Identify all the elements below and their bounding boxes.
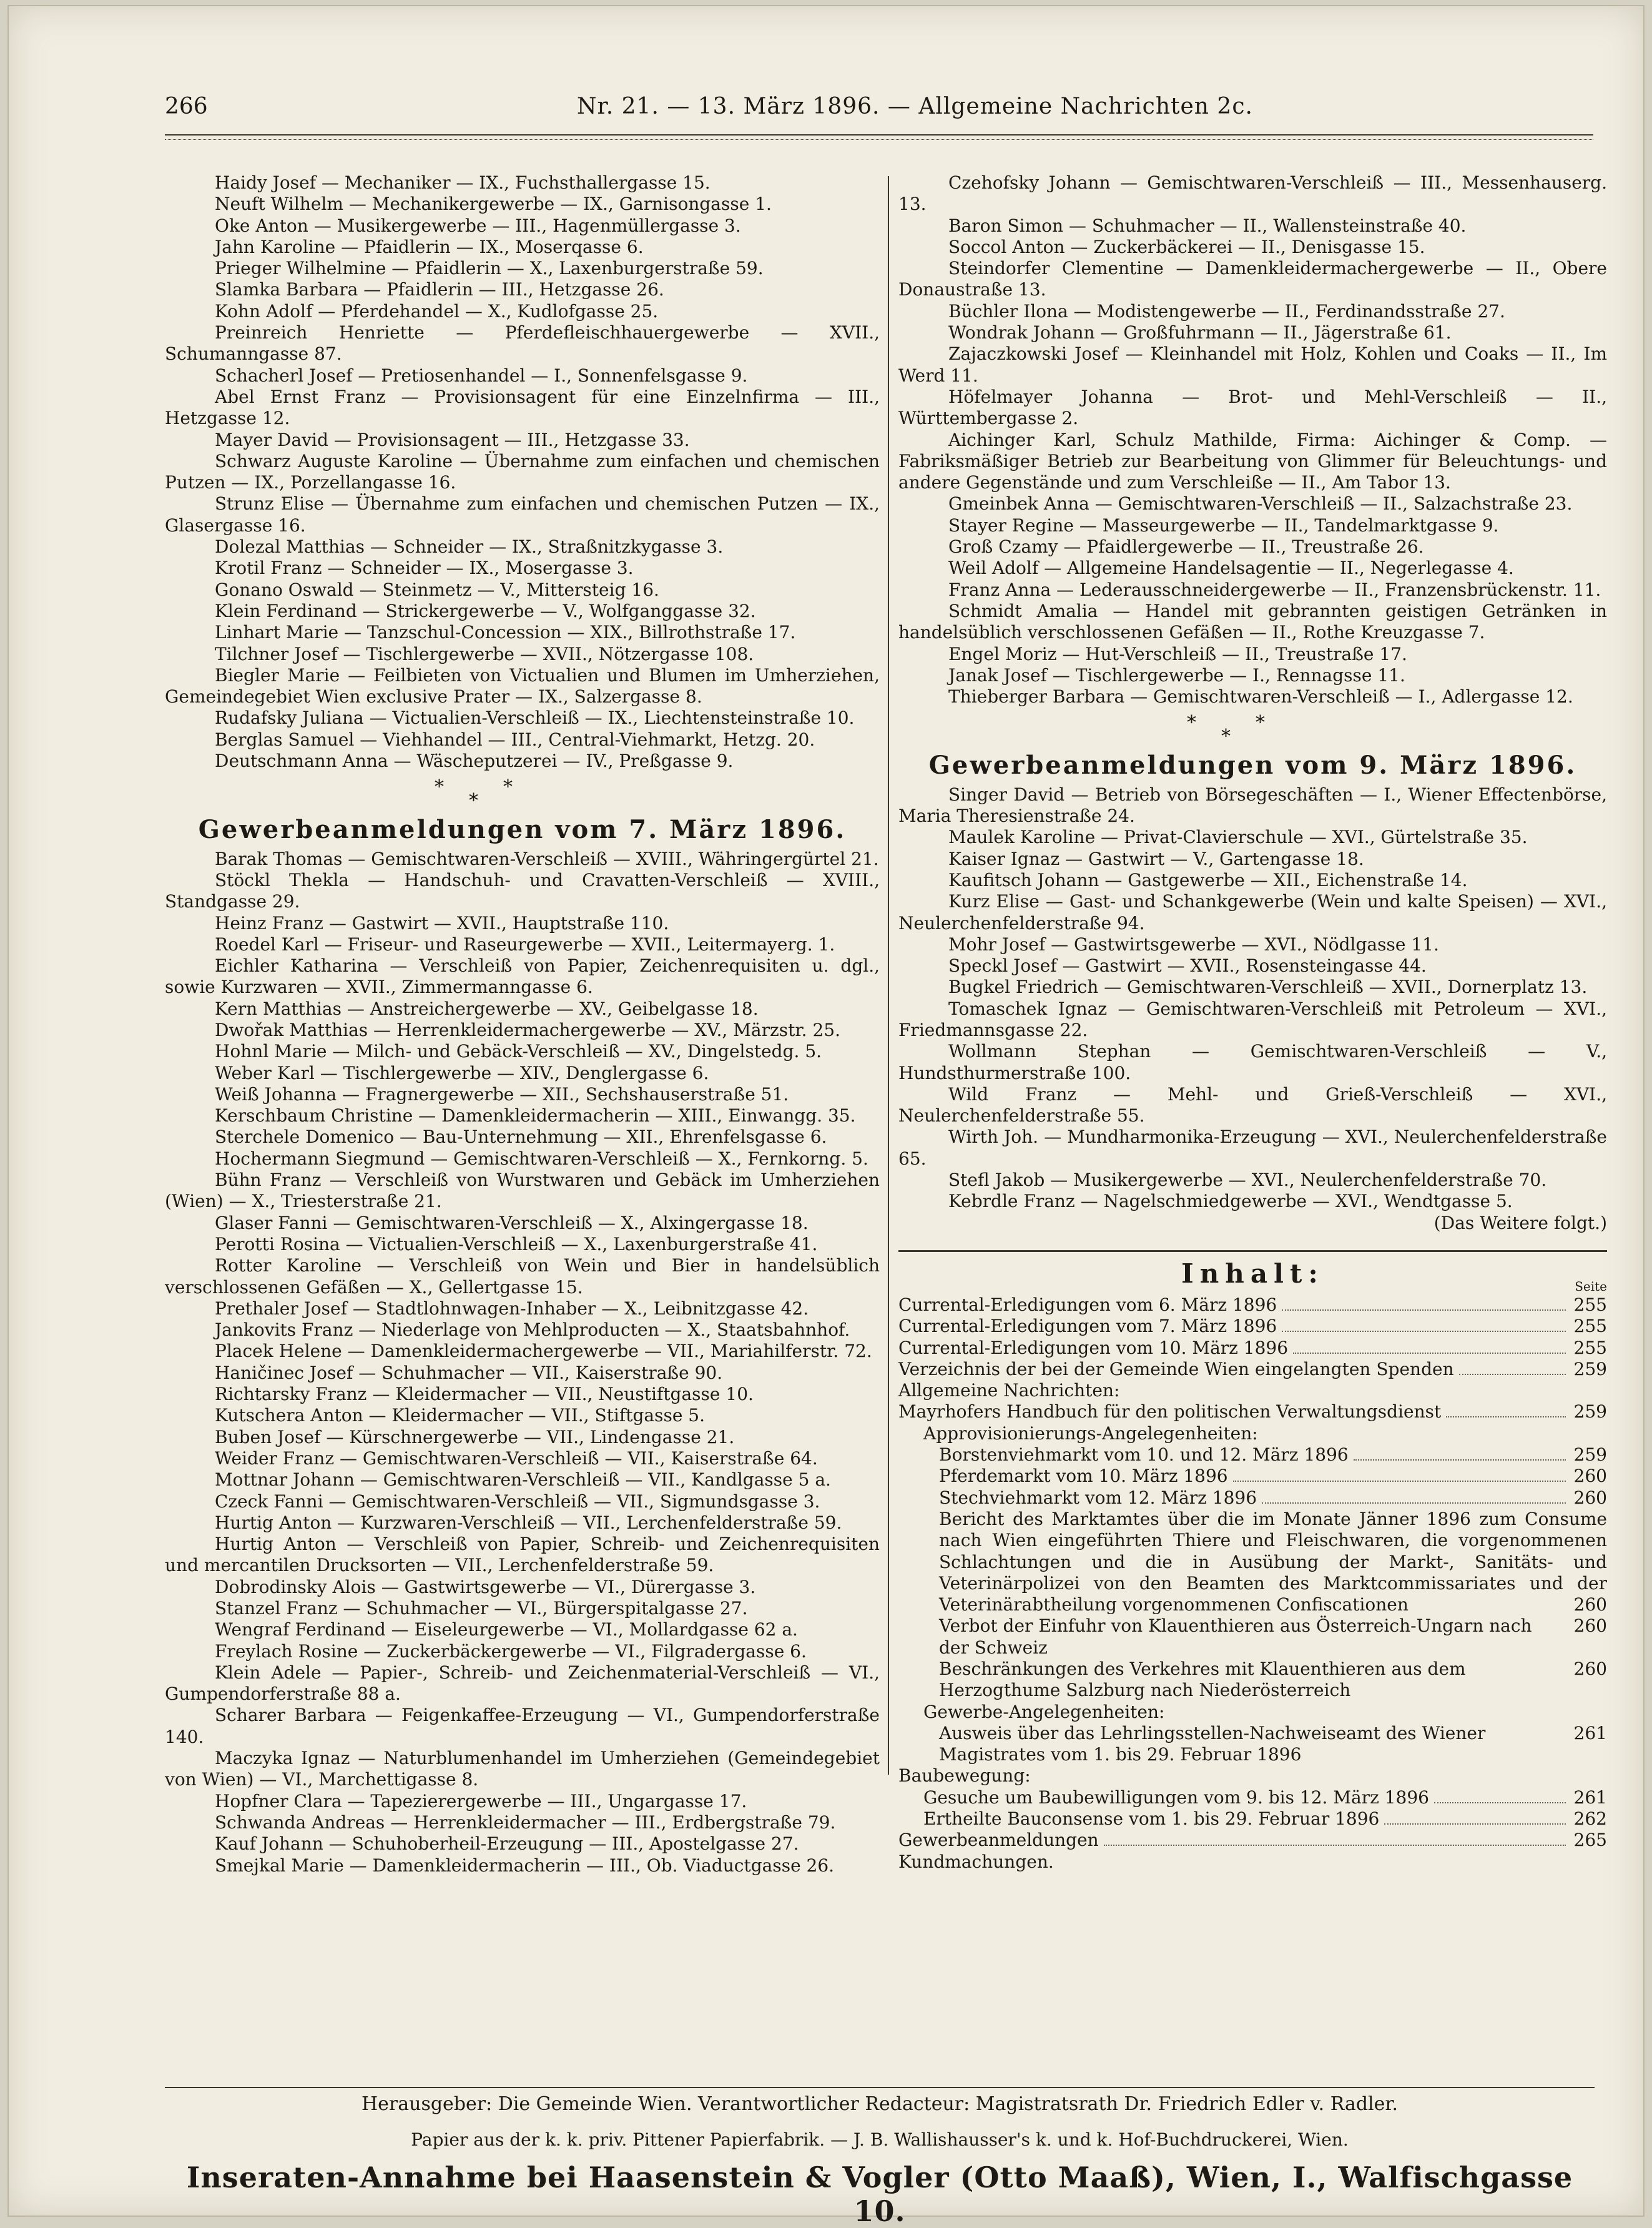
- toc-row: [898, 1466, 1607, 1487]
- left-column: [165, 172, 880, 1876]
- register-entry: Schacherl Josef — Pretiosenhandel — I., Sonnenfelsgasse 9.: [215, 365, 748, 386]
- toc-paragraph-page: 260: [1573, 1594, 1607, 1615]
- toc-title: Inhalt:: [1181, 1258, 1324, 1289]
- continuation-note: (Das Weitere folgt.): [1433, 1212, 1607, 1233]
- toc-leader-dots: [1262, 1491, 1566, 1504]
- register-entry: Roedel Karl — Friseur- und Raseurgewerbe — XVII., Leitermayerg. 1.: [215, 934, 835, 955]
- toc-row-title: Verzeichnis der bei der Gemeinde Wien eingelangten Spenden: [898, 1358, 1454, 1379]
- register-entry: Kurz Elise — Gast- und Schankgewerbe (Wein und kalte Speisen) — XVI., Neulerchenfelderstraße 94.: [898, 891, 1607, 934]
- right-column: [898, 172, 1607, 1873]
- toc-row-title: Allgemeine Nachrichten:: [898, 1380, 1120, 1401]
- page-number: 266: [165, 94, 208, 119]
- register-entry: Neuft Wilhelm — Mechanikergewerbe — IX., Garnisongasse 1.: [215, 194, 772, 215]
- register-entry: Schwarz Auguste Karoline — Übernahme zum einfachen und chemischen Putzen — IX., Porzellangasse 16.: [165, 450, 880, 493]
- toc-row-page: 259: [1573, 1358, 1607, 1379]
- toc-row-title: Mayrhofers Handbuch für den politischen Verwaltungsdienst: [898, 1401, 1442, 1422]
- newspaper-page: [7, 5, 1645, 2228]
- register-entry: Hurtig Anton — Kurzwaren-Verschleiß — VII., Lerchenfelderstraße 59.: [215, 1512, 842, 1533]
- register-entry: Scharer Barbara — Feigenkaffee-Erzeugung — VI., Gumpendorferstraße 140.: [165, 1705, 880, 1747]
- register-entry: Klein Ferdinand — Strickergewerbe — V., Wolfganggasse 32.: [215, 600, 756, 621]
- toc-row-title: Gewerbeanmeldungen: [898, 1830, 1099, 1851]
- register-entry: Heinz Franz — Gastwirt — XVII., Hauptstraße 110.: [215, 912, 669, 934]
- toc-row: [898, 1830, 1607, 1851]
- register-entry: Berglas Samuel — Viehhandel — III., Central-Viehmarkt, Hetzg. 20.: [215, 729, 815, 750]
- toc-leader-dots: [1384, 1812, 1566, 1825]
- register-entry: Linhart Marie — Tanzschul-Concession — XIX., Billrothstraße 17.: [215, 622, 796, 643]
- toc-seite-label: Seite: [1575, 1278, 1607, 1294]
- register-entry: Kerschbaum Christine — Damenkleidermacherin — XIII., Einwangg. 35.: [215, 1105, 856, 1126]
- register-entry: Strunz Elise — Übernahme zum einfachen und chemischen Putzen — IX., Glasergasse 16.: [165, 493, 880, 536]
- register-entry: Baron Simon — Schuhmacher — II., Wallensteinstraße 40.: [948, 215, 1467, 236]
- asterism: * * *: [435, 776, 513, 812]
- register-entry: Janak Josef — Tischlergewerbe — I., Rennagsse 11.: [948, 664, 1405, 686]
- register-entry: Dwořak Matthias — Herrenkleidermachergewerbe — XV., Märzstr. 25.: [215, 1019, 840, 1040]
- register-entry: Smejkal Marie — Damenkleidermacherin — III., Ob. Viaductgasse 26.: [215, 1855, 835, 1876]
- toc-row-page: 260: [1573, 1615, 1607, 1637]
- toc-leader-dots: [1434, 1791, 1566, 1803]
- register-entry: Mayer David — Provisionsagent — III., Hetzgasse 33.: [215, 429, 690, 450]
- asterism: * * *: [1187, 712, 1265, 748]
- toc-row: [898, 1359, 1607, 1380]
- register-entry: Glaser Fanni — Gemischtwaren-Verschleiß — X., Alxingergasse 18.: [215, 1212, 809, 1233]
- register-entry: Soccol Anton — Zuckerbäckerei — II., Denisgasse 15.: [948, 236, 1425, 257]
- register-entry: Barak Thomas — Gemischtwaren-Verschleiß — XVIII., Währingergürtel 21.: [215, 848, 879, 869]
- register-entry: Aichinger Karl, Schulz Mathilde, Firma: Aichinger & Comp. — Fabriksmäßiger Betrieb zur Bearbeitung von Glimmer für Beleuchtungs- und andere Gegenstände und zum Verschleiße — II., Am Tabor 13.: [898, 429, 1607, 493]
- march-7-entry-list: [165, 849, 880, 1876]
- register-entry: Hopfner Clara — Tapezierergewerbe — III., Ungargasse 17.: [215, 1790, 747, 1811]
- header-rule: [165, 134, 1593, 140]
- toc-row: [898, 1702, 1607, 1723]
- toc-row: [898, 1444, 1607, 1466]
- page-header: [165, 94, 1593, 131]
- toc-row: [898, 1659, 1607, 1702]
- toc-row: [898, 1338, 1607, 1359]
- register-entry: Preinreich Henriette — Pferdefleischhauergewerbe — XVII., Schumanngasse 87.: [165, 322, 880, 365]
- register-entry: Tomaschek Ignaz — Gemischtwaren-Verschleiß mit Petroleum — XVI., Friedmannsgasse 22.: [898, 998, 1607, 1040]
- register-entry: Engel Moriz — Hut-Verschleiß — II., Treustraße 17.: [948, 643, 1407, 664]
- toc-row-title: Stechviehmarkt vom 12. März 1896: [939, 1487, 1257, 1508]
- register-entry: Buben Josef — Kürschnergewerbe — VII., Lindengasse 21.: [215, 1426, 735, 1447]
- register-entry: Deutschmann Anna — Wäscheputzerei — IV., Preßgasse 9.: [215, 751, 734, 772]
- footer-rule: [165, 2087, 1595, 2088]
- toc-leader-dots: [1233, 1469, 1566, 1482]
- register-entry: Stanzel Franz — Schuhmacher — VI., Bürgerspitalgasse 27.: [215, 1598, 748, 1619]
- register-entry: Weber Karl — Tischlergewerbe — XIV., Denglergasse 6.: [215, 1062, 709, 1083]
- register-entry: Kern Matthias — Anstreichergewerbe — XV., Geibelgasse 18.: [215, 998, 759, 1019]
- register-entry: Czeck Fanni — Gemischtwaren-Verschleiß — VII., Sigmundsgasse 3.: [215, 1491, 820, 1512]
- toc-row-title: Pferdemarkt vom 10. März 1896: [939, 1466, 1228, 1487]
- toc-row: [898, 1487, 1607, 1509]
- register-entry: Wild Franz — Mehl- und Grieß-Verschleiß — XVI., Neulerchenfelderstraße 55.: [898, 1083, 1607, 1126]
- toc-list: [898, 1294, 1607, 1509]
- toc-row: [898, 1380, 1607, 1401]
- toc-list-continued: [898, 1615, 1607, 1873]
- register-entry: Höfelmayer Johanna — Brot- und Mehl-Verschleiß — II., Württembergasse 2.: [898, 386, 1607, 429]
- toc-row: [898, 1723, 1607, 1766]
- register-entry: Oke Anton — Musikergewerbe — III., Hagenmüllergasse 3.: [215, 215, 741, 236]
- register-entry: Biegler Marie — Feilbieten von Victualien und Blumen im Umherziehen, Gemeindegebiet Wien exclusive Prater — IX., Salzergasse 8.: [165, 664, 880, 707]
- register-entry: Kebrdle Franz — Nagelschmiedgewerbe — XVI., Wendtgasse 5.: [948, 1191, 1513, 1212]
- register-entry: Haidy Josef — Mechaniker — IX., Fuchsthallergasse 15.: [215, 172, 710, 193]
- toc-row: [898, 1765, 1607, 1787]
- toc-row-page: 260: [1573, 1659, 1607, 1679]
- toc-row: [898, 1401, 1607, 1422]
- toc-row-page: 259: [1573, 1401, 1607, 1422]
- register-entry: Gmeinbek Anna — Gemischtwaren-Verschleiß — II., Salzachstraße 23.: [948, 493, 1573, 515]
- toc-row-page: 261: [1573, 1787, 1607, 1808]
- toc-row-title: Ertheilte Bauconsense vom 1. bis 29. Februar 1896: [923, 1808, 1380, 1830]
- register-entry: Stefl Jakob — Musikergewerbe — XVI., Neulerchenfelderstraße 70.: [948, 1170, 1547, 1191]
- register-entry: Mohr Josef — Gastwirtsgewerbe — XVI., Nödlgasse 11.: [948, 934, 1439, 955]
- toc-row: [898, 1294, 1607, 1316]
- register-entry: Hohnl Marie — Milch- und Gebäck-Verschleiß — XV., Dingelstedg. 5.: [215, 1041, 822, 1062]
- register-entry: Steindorfer Clementine — Damenkleidermachergewerbe — II., Obere Donaustraße 13.: [898, 258, 1607, 300]
- register-entry: Wirth Joh. — Mundharmonika-Erzeugung — XVI., Neulerchenfelderstraße 65.: [898, 1126, 1607, 1169]
- register-entry: Hochermann Siegmund — Gemischtwaren-Verschleiß — X., Fernkorng. 5.: [215, 1148, 868, 1169]
- toc-row: [898, 1851, 1607, 1873]
- toc-row-title: Gewerbe-Angelegenheiten:: [923, 1701, 1165, 1722]
- register-entry: Rotter Karoline — Verschleiß von Wein und Bier in handelsüblich verschlossenen Gefäßen — X., Gellertgasse 15.: [165, 1255, 880, 1298]
- register-entry: Wondrak Johann — Großfuhrmann — II., Jägerstraße 61.: [948, 322, 1452, 343]
- register-entry: Prieger Wilhelmine — Pfaidlerin — X., Laxenburgerstraße 59.: [215, 258, 764, 279]
- register-entry: Kohn Adolf — Pferdehandel — X., Kudlofgasse 25.: [215, 300, 659, 322]
- register-entry: Weil Adolf — Allgemeine Handelsagentie — II., Negerlegasse 4.: [948, 558, 1514, 579]
- register-entry: Groß Czamy — Pfaidlergewerbe — II., Treustraße 26.: [948, 536, 1424, 558]
- toc-row-page: 259: [1573, 1444, 1607, 1466]
- toc-paragraph-text: Bericht des Marktamtes über die im Monate Jänner 1896 zum Consume nach Wien eingeführten Thiere und Fleischwaren, die vorgenommenen Schlachtungen und die in Ausübung der Markt-, Sanitäts- und Veterinärpolizei von den Beamten des Marktcommissariates und der Veterinärabtheilung vorgenommenen Confiscationen: [939, 1508, 1607, 1615]
- toc-leader-dots: [1104, 1833, 1566, 1846]
- register-entry: Abel Ernst Franz — Provisionsagent für eine Einzelnfirma — III., Hetzgasse 12.: [165, 386, 880, 429]
- toc-leader-dots: [1282, 1319, 1566, 1332]
- register-entry: Singer David — Betrieb von Börsegeschäften — I., Wiener Effectenbörse, Maria Theresienstraße 24.: [898, 784, 1607, 827]
- register-entry: Wollmann Stephan — Gemischtwaren-Verschleiß — V., Hundsthurmerstraße 100.: [898, 1041, 1607, 1083]
- toc-row-title: Kundmachungen.: [898, 1851, 1054, 1872]
- march-9-entry-list: [898, 784, 1607, 1213]
- register-entry: Jankovits Franz — Niederlage von Mehlproducten — X., Staatsbahnhof.: [215, 1319, 850, 1341]
- register-entry: Kaiser Ignaz — Gastwirt — V., Gartengasse 18.: [948, 848, 1364, 869]
- toc-leader-dots: [1354, 1448, 1566, 1461]
- toc-leader-dots: [1459, 1363, 1566, 1375]
- register-entry: Klein Adele — Papier-, Schreib- und Zeichenmaterial-Verschleiß — VI., Gumpendorferstraße 88 a.: [165, 1662, 880, 1705]
- toc-row-title: Borstenviehmarkt vom 10. und 12. März 1896: [939, 1444, 1349, 1466]
- toc-row: [898, 1787, 1607, 1808]
- register-entry: Tilchner Josef — Tischlergewerbe — XVII., Nötzergasse 108.: [215, 643, 754, 664]
- toc-row: [898, 1423, 1607, 1444]
- toc-row-title: Currental-Erledigungen vom 7. März 1896: [898, 1316, 1277, 1337]
- register-entry: Kaufitsch Johann — Gastgewerbe — XII., Eichenstraße 14.: [948, 869, 1468, 890]
- toc-row-title: Beschränkungen des Verkehres mit Klauenthieren aus dem Herzogthume Salzburg nach Niederösterreich: [939, 1659, 1466, 1701]
- register-entry: Büchler Ilona — Modistengewerbe — II., Ferdinandsstraße 27.: [948, 300, 1505, 322]
- footer-advert: Inseraten-Annahme bei Haasenstein & Vogler (Otto Maaß), Wien, I., Walfischgasse 10.: [186, 2161, 1573, 2228]
- register-entry: Maczyka Ignaz — Naturblumenhandel im Umherziehen (Gemeindegebiet von Wien) — VI., Marchettigasse 8.: [165, 1748, 880, 1790]
- register-entry: Krotil Franz — Schneider — IX., Mosergasse 3.: [215, 558, 634, 579]
- register-entry: Bühn Franz — Verschleiß von Wurstwaren und Gebäck im Umherziehen (Wien) — X., Triesterstraße 21.: [165, 1170, 880, 1212]
- toc-heading: [898, 1258, 1607, 1294]
- right-entry-list: [898, 172, 1607, 707]
- toc-row: [898, 1316, 1607, 1337]
- register-entry: Czehofsky Johann — Gemischtwaren-Verschleiß — III., Messenhauserg. 13.: [898, 172, 1607, 215]
- toc-row-title: Approvisionierungs-Angelegenheiten:: [923, 1422, 1258, 1444]
- register-entry: Weiß Johanna — Fragnergewerbe — XII., Sechshauserstraße 51.: [215, 1083, 789, 1105]
- toc-row-title: Ausweis über das Lehrlingsstellen-Nachweiseamt des Wiener Magistrates vom 1. bis 29. Februar 1896: [939, 1722, 1486, 1765]
- register-entry: Freylach Rosine — Zuckerbäckergewerbe — VI., Filgradergasse 6.: [215, 1640, 807, 1662]
- register-entry: Zajaczkowski Josef — Kleinhandel mit Holz, Kohlen und Coaks — II., Im Werd 11.: [898, 343, 1607, 386]
- register-entry: Dobrodinsky Alois — Gastwirtsgewerbe — VI., Dürergasse 3.: [215, 1576, 756, 1597]
- toc-row-page: 265: [1573, 1830, 1607, 1851]
- page-title: Nr. 21. — 13. März 1896. — Allgemeine Nachrichten 2c.: [577, 94, 1253, 119]
- toc-row-title: Verbot der Einfuhr von Klauenthieren aus Österreich-Ungarn nach der Schweiz: [939, 1615, 1532, 1658]
- toc-leader-dots: [1293, 1341, 1566, 1354]
- register-entry: Weider Franz — Gemischtwaren-Verschleiß — VII., Kaiserstraße 64.: [215, 1447, 818, 1469]
- toc-row: [898, 1615, 1607, 1659]
- toc-row-title: Baubewegung:: [898, 1765, 1031, 1787]
- footer-printer: Papier aus der k. k. priv. Pittener Papierfabrik. — J. B. Wallishausser's k. und k. Hof-Buchdruckerei, Wien.: [411, 2129, 1349, 2150]
- register-entry: Bugkel Friedrich — Gemischtwaren-Verschleiß — XVII., Dornerplatz 13.: [948, 977, 1588, 998]
- register-entry: Maulek Karoline — Privat-Clavierschule — XVI., Gürtelstraße 35.: [948, 827, 1528, 848]
- register-entry: Stöckl Thekla — Handschuh- und Cravatten-Verschleiß — XVIII., Standgasse 29.: [165, 869, 880, 912]
- register-entry: Jahn Karoline — Pfaidlerin — IX., Moserqasse 6.: [215, 236, 644, 257]
- toc-row-title: Gesuche um Baubewilligungen vom 9. bis 12. März 1896: [923, 1787, 1429, 1808]
- toc-row-page: 260: [1573, 1466, 1607, 1487]
- register-entry: Mottnar Johann — Gemischtwaren-Verschleiß — VII., Kandlgasse 5 a.: [215, 1469, 831, 1491]
- section-title-march-7: Gewerbeanmeldungen vom 7. März 1896.: [198, 815, 847, 845]
- register-entry: Richtarsky Franz — Kleidermacher — VII., Neustiftgasse 10.: [215, 1384, 754, 1405]
- toc-leader-dots: [1446, 1405, 1566, 1417]
- toc-row-title: Currental-Erledigungen vom 10. März 1896: [898, 1337, 1289, 1358]
- column-divider: [888, 176, 889, 1775]
- toc-leader-dots: [1282, 1298, 1566, 1311]
- register-entry: Speckl Josef — Gastwirt — XVII., Rosensteingasse 44.: [948, 955, 1427, 977]
- register-entry: Kutschera Anton — Kleidermacher — VII., Stiftgasse 5.: [215, 1405, 705, 1426]
- register-entry: Eichler Katharina — Verschleiß von Papier, Zeichenrequisiten u. dgl., sowie Kurzwaren — XVII., Zimmermanngasse 6.: [165, 955, 880, 998]
- toc-row-title: Currental-Erledigungen vom 6. März 1896: [898, 1294, 1277, 1315]
- register-entry: Schwanda Andreas — Herrenkleidermacher — III., Erdbergstraße 79.: [215, 1811, 836, 1833]
- register-entry: Placek Helene — Damenkleidermachergewerbe — VII., Mariahilferstr. 72.: [215, 1341, 872, 1362]
- register-entry: Haničinec Josef — Schuhmacher — VII., Kaiserstraße 90.: [215, 1362, 723, 1383]
- register-entry: Thieberger Barbara — Gemischtwaren-Verschleiß — I., Adlergasse 12.: [948, 686, 1573, 707]
- register-entry: Slamka Barbara — Pfaidlerin — III., Hetzgasse 26.: [215, 279, 664, 300]
- register-entry: Dolezal Matthias — Schneider — IX., Straßnitzkygasse 3.: [215, 536, 724, 558]
- register-entry: Franz Anna — Lederausschneidergewerbe — II., Franzensbrückenstr. 11.: [948, 579, 1601, 600]
- toc-row-page: 255: [1573, 1316, 1607, 1337]
- register-entry: Perotti Rosina — Victualien-Verschleiß — X., Laxenburgerstraße 41.: [215, 1233, 818, 1254]
- toc-row-page: 260: [1573, 1487, 1607, 1508]
- register-entry: Gonano Oswald — Steinmetz — V., Mittersteig 16.: [215, 579, 659, 600]
- toc-paragraph: [898, 1509, 1607, 1615]
- section-title-march-9: Gewerbeanmeldungen vom 9. März 1896.: [928, 751, 1577, 781]
- register-entry: Sterchele Domenico — Bau-Unternehmung — XII., Ehrenfelsgasse 6.: [215, 1126, 827, 1148]
- register-entry: Prethaler Josef — Stadtlohnwagen-Inhaber — X., Leibnitzgasse 42.: [215, 1298, 809, 1319]
- register-entry: Schmidt Amalia — Handel mit gebrannten geistigen Getränken in handelsüblich verschlossenen Gefäßen — II., Rothe Kreuzgasse 7.: [898, 600, 1607, 643]
- register-entry: Kauf Johann — Schuhoberheil-Erzeugung — III., Apostelgasse 27.: [215, 1833, 799, 1855]
- toc-row: [898, 1808, 1607, 1830]
- toc-row-page: 262: [1573, 1808, 1607, 1830]
- register-entry: Rudafsky Juliana — Victualien-Verschleiß — IX., Liechtensteinstraße 10.: [215, 707, 855, 729]
- toc-rule: [898, 1250, 1607, 1252]
- footer-publisher: Herausgeber: Die Gemeinde Wien. Verantwortlicher Redacteur: Magistratsrath Dr. Friedrich Edler v. Radler.: [361, 2093, 1398, 2115]
- toc-row-page: 261: [1573, 1722, 1607, 1743]
- left-entry-list: [165, 172, 880, 772]
- toc-row-page: 255: [1573, 1337, 1607, 1358]
- register-entry: Hurtig Anton — Verschleiß von Papier, Schreib- und Zeichenrequisiten und mercantilen Drucksorten — VII., Lerchenfelderstraße 59.: [165, 1534, 880, 1576]
- register-entry: Wengraf Ferdinand — Eiseleurgewerbe — VI., Mollardgasse 62 a.: [215, 1619, 798, 1640]
- register-entry: Stayer Regine — Masseurgewerbe — II., Tandelmarktgasse 9.: [948, 515, 1499, 536]
- toc-row-page: 255: [1573, 1294, 1607, 1315]
